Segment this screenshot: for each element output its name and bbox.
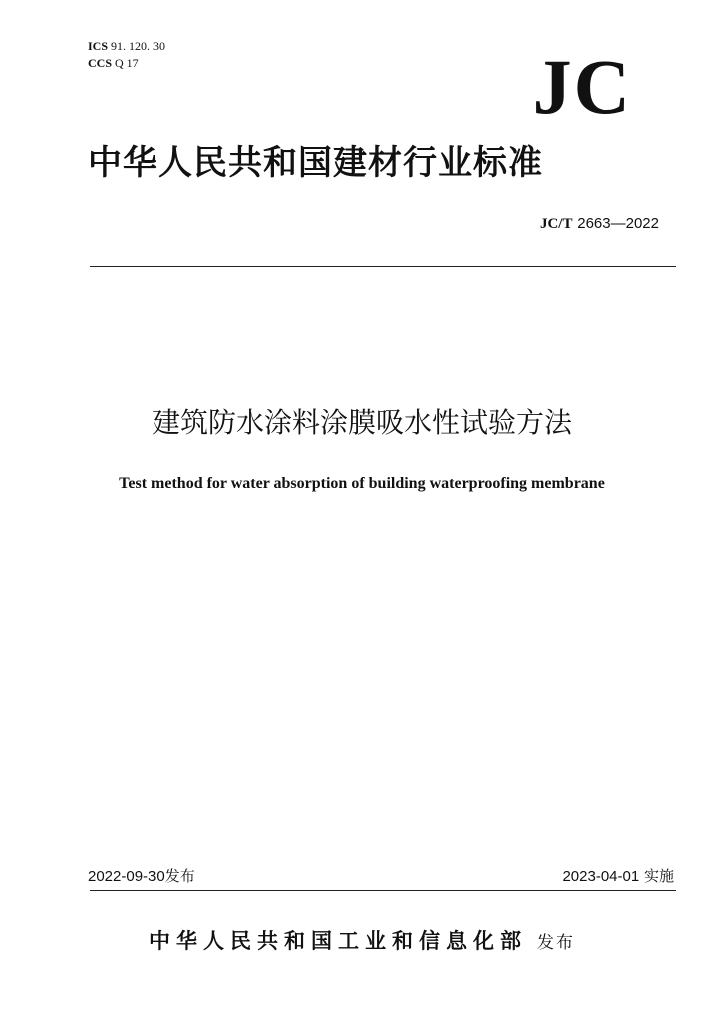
standard-number [540, 213, 659, 234]
ccs-label: CCS [88, 56, 113, 70]
standard-number-value: 2663—2022 [577, 215, 659, 232]
issue-date: 2022-09-30 [88, 868, 165, 885]
bottom-divider [90, 890, 676, 891]
publisher-action: 发布 [537, 933, 575, 953]
classification-codes [88, 38, 165, 72]
industry-standard-title: 中华人民共和国建材行业标准 [88, 143, 543, 183]
ics-code [88, 38, 165, 55]
issue-label: 发布 [164, 867, 195, 885]
document-title-english: Test method for water absorption of building waterproofing membrane [119, 475, 605, 492]
implement-date-block [562, 866, 674, 887]
implement-date: 2023-04-01 [562, 868, 640, 885]
standard-number-prefix: JC/T [539, 216, 573, 232]
document-title-chinese: 建筑防水涂料涂膜吸水性试验方法 [151, 406, 572, 439]
ics-value: 91. 120. 30 [111, 39, 166, 53]
ccs-value: Q 17 [115, 56, 139, 70]
issue-date-block [88, 866, 195, 887]
top-divider [90, 266, 676, 267]
implement-label: 实施 [643, 867, 674, 885]
ccs-code [88, 55, 165, 72]
publisher-organization: 中华人民共和国工业和信息化部 [149, 928, 527, 953]
publisher-line [0, 927, 724, 957]
jc-logo: JC [532, 43, 632, 130]
ics-label: ICS [88, 39, 109, 53]
